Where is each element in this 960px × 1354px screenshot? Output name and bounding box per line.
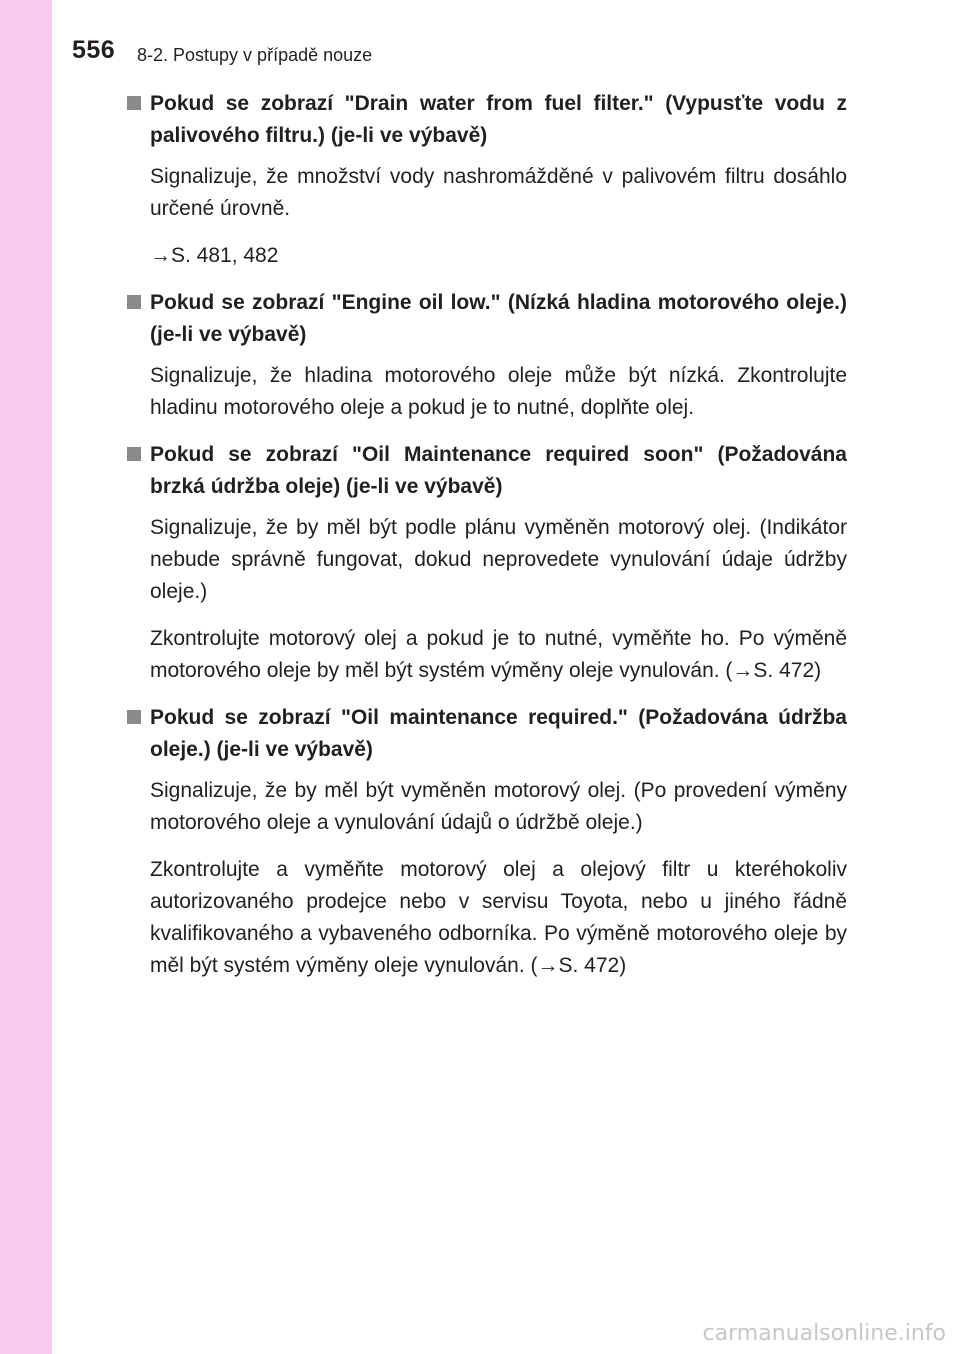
square-bullet-icon [127, 96, 141, 110]
page-content [127, 88, 847, 997]
square-bullet-icon [127, 710, 141, 724]
paragraph: Zkontrolujte motorový olej a pokud je to nutné, vyměňte ho. Po výměně motorového oleje by měl být systém výměny oleje vynulován. (→S. 472) [150, 627, 847, 682]
section-drain-water [127, 88, 847, 272]
section-oil-maintenance-soon [127, 439, 847, 687]
watermark: carmanualsonline.info [702, 1321, 946, 1346]
paragraph: Signalizuje, že množství vody nashromážděné v palivovém filtru dosáhlo určené úrovně. [150, 165, 847, 220]
page-reference: →S. 481, 482 [150, 244, 279, 267]
paragraph: Signalizuje, že hladina motorového oleje může být nízká. Zkontrolujte hladinu motorového oleje a pokud je to nutné, doplňte olej. [150, 364, 847, 419]
heading-text: Pokud se zobrazí "Oil Maintenance required soon" (Požadována brzká údržba oleje) (je-li ve výbavě) [150, 443, 847, 498]
section-heading [127, 88, 847, 152]
section-heading [127, 287, 847, 351]
section-oil-maintenance-required [127, 702, 847, 982]
paragraph: Signalizuje, že by měl být podle plánu vyměněn motorový olej. (Indikátor nebude správně fungovat, dokud neprovedete vynulování údaje údržby oleje.) [150, 516, 847, 603]
square-bullet-icon [127, 295, 141, 309]
heading-text: Pokud se zobrazí "Engine oil low." (Nízká hladina motorového oleje.) (je-li ve výbavě) [150, 291, 847, 346]
page-number: 556 [72, 36, 116, 64]
paragraph: Signalizuje, že by měl být vyměněn motorový olej. (Po provedení výměny motorového oleje a vynulování údajů o údržbě oleje.) [150, 779, 847, 834]
section-engine-oil-low [127, 287, 847, 424]
section-heading [127, 439, 847, 503]
section-tab-bar [0, 0, 52, 1354]
paragraph: Zkontrolujte a vyměňte motorový olej a olejový filtr u kteréhokoliv autorizovaného prodejce nebo v servisu Toyota, nebo u jiného řádně kvalifikovaného a vybaveného odborníka. Po výměně motorového oleje by měl být systém výměny oleje vynulován. (→S. 472) [150, 858, 847, 977]
heading-text: Pokud se zobrazí "Oil maintenance required." (Požadována údržba oleje.) (je-li ve výbavě) [150, 706, 847, 761]
square-bullet-icon [127, 447, 141, 461]
section-heading [127, 702, 847, 766]
section-title: 8-2. Postupy v případě nouze [137, 45, 373, 65]
heading-text: Pokud se zobrazí "Drain water from fuel filter." (Vypusťte vodu z palivového filtru.) (je-li ve výbavě) [150, 92, 847, 147]
